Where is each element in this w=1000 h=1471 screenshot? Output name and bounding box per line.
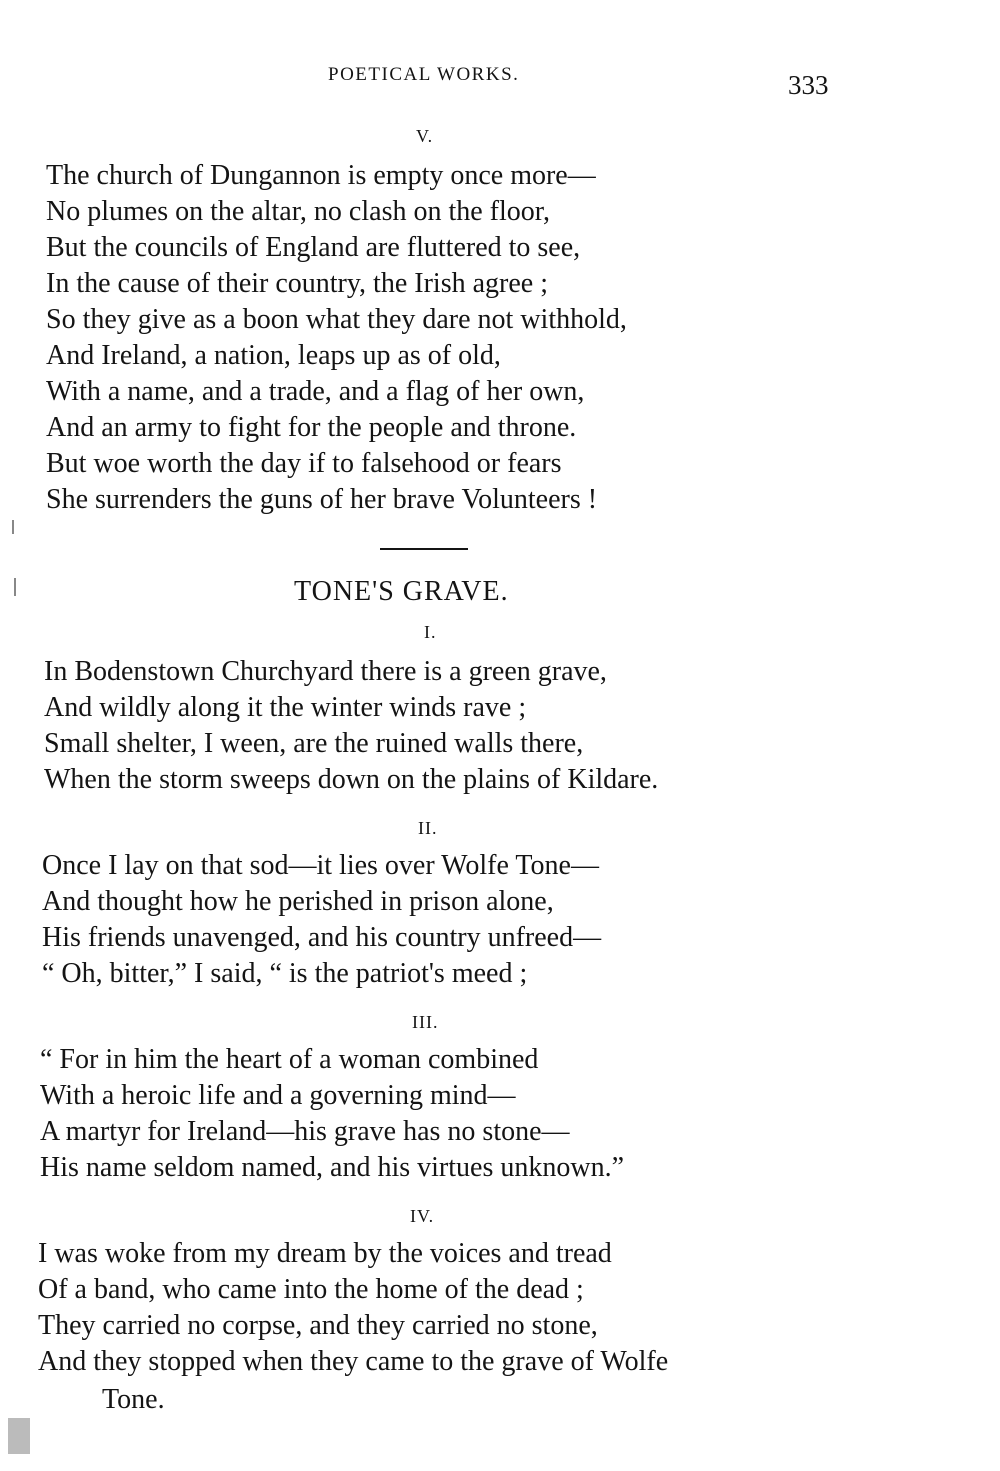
- stanza-number: I.: [424, 622, 437, 642]
- poem-line: And thought how he perished in prison alone,: [42, 886, 554, 917]
- poem-line: I was woke from my dream by the voices and tread: [38, 1238, 612, 1269]
- poem-line: With a heroic life and a governing mind—: [40, 1080, 516, 1111]
- poem-line: And they stopped when they came to the grave of Wolfe: [38, 1346, 669, 1377]
- poem-line: Once I lay on that sod—it lies over Wolfe Tone—: [42, 850, 599, 881]
- section-divider: [380, 548, 468, 550]
- poem-line: But woe worth the day if to falsehood or fears: [46, 448, 562, 479]
- poem-line: A martyr for Ireland—his grave has no stone—: [40, 1116, 570, 1147]
- poem-line: She surrenders the guns of her brave Volunteers !: [46, 484, 598, 515]
- poem-line: Of a band, who came into the home of the dead ;: [38, 1274, 584, 1305]
- poem-line: “ For in him the heart of a woman combined: [40, 1044, 539, 1075]
- poem-title: TONE'S GRAVE.: [294, 576, 509, 607]
- poem-line: In the cause of their country, the Irish agree ;: [46, 268, 548, 299]
- poem-line: When the storm sweeps down on the plains of Kildare.: [44, 764, 659, 795]
- page-number: 333: [788, 70, 829, 100]
- stanza-number: III.: [412, 1012, 439, 1032]
- poem-line: No plumes on the altar, no clash on the floor,: [46, 196, 550, 227]
- poem-line: “ Oh, bitter,” I said, “ is the patriot's meed ;: [42, 958, 528, 989]
- poem-line: With a name, and a trade, and a flag of her own,: [46, 376, 585, 407]
- poem-line: So they give as a boon what they dare not withhold,: [46, 304, 627, 335]
- stanza-number: V.: [416, 126, 434, 146]
- scan-speck: [14, 578, 16, 596]
- poem-line: Small shelter, I ween, are the ruined walls there,: [44, 728, 584, 759]
- running-title: POETICAL WORKS.: [328, 64, 520, 85]
- poem-line: The church of Dungannon is empty once more—: [46, 160, 596, 191]
- poem-line-continuation: Tone.: [102, 1384, 165, 1415]
- scan-smudge: [8, 1418, 30, 1454]
- poem-line: And wildly along it the winter winds rave ;: [44, 692, 527, 723]
- poem-line: And an army to fight for the people and throne.: [46, 412, 577, 443]
- poem-line: But the councils of England are fluttered to see,: [46, 232, 581, 263]
- poem-line: His friends unavenged, and his country unfreed—: [42, 922, 602, 953]
- poem-line: In Bodenstown Churchyard there is a green grave,: [44, 656, 607, 687]
- stanza-number: IV.: [410, 1206, 435, 1226]
- stanza-number: II.: [418, 818, 438, 838]
- poem-line: They carried no corpse, and they carried no stone,: [38, 1310, 598, 1341]
- scan-speck: [12, 520, 14, 534]
- poem-line: His name seldom named, and his virtues unknown.”: [40, 1152, 625, 1183]
- poem-line: And Ireland, a nation, leaps up as of old,: [46, 340, 501, 371]
